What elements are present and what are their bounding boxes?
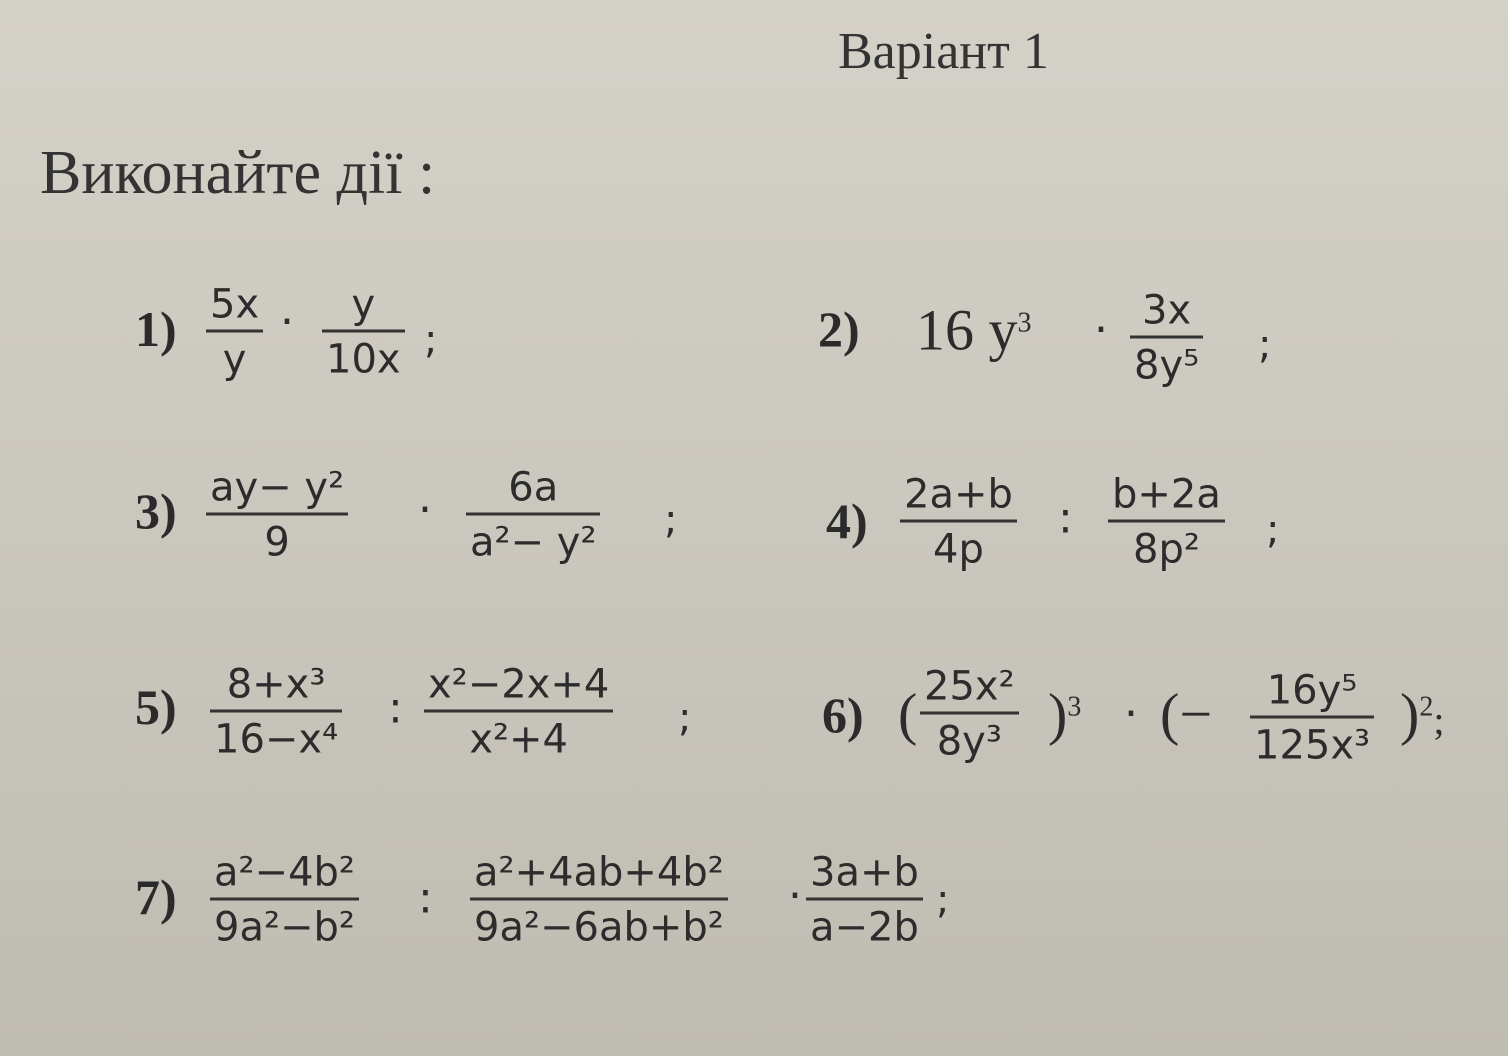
problem-6-number: 6): [822, 687, 864, 743]
problem-5-fraction-2: [424, 662, 613, 763]
problem-5-operator: :: [388, 682, 403, 734]
numerator: b+2a: [1112, 471, 1221, 518]
problem-6-fraction-1: [920, 664, 1019, 765]
problem-1-operator: ·: [280, 296, 294, 348]
problem-6-close-paren: [1048, 681, 1081, 748]
end: ;: [1433, 697, 1445, 743]
problem-6-fraction-2: [1250, 668, 1374, 769]
numerator: 2a+b: [904, 471, 1013, 518]
denominator: y: [222, 336, 247, 383]
problem-3-operator: ·: [418, 484, 432, 536]
numerator: x²−2x+4: [428, 661, 610, 708]
problem-5-fraction-1: [210, 662, 342, 763]
denominator: a²− y²: [470, 519, 597, 566]
denominator: 4p: [933, 526, 984, 573]
problem-3-fraction-1: [206, 465, 348, 566]
denominator: x²+4: [469, 716, 568, 763]
denominator: 8y⁵: [1134, 342, 1200, 389]
problem-4-fraction-1: [900, 472, 1017, 573]
problem-3-fraction-2: [466, 465, 600, 566]
denominator: 125x³: [1254, 722, 1371, 769]
numerator: 5x: [210, 281, 260, 328]
problem-6-open-paren: (: [898, 681, 918, 747]
problem-7-fraction-3: [806, 850, 923, 951]
denominator: 10x: [326, 336, 401, 383]
problem-3-number: 3): [135, 483, 177, 539]
paren: ): [1400, 681, 1420, 747]
problem-7-operator: :: [418, 872, 433, 924]
problem-2-number: 2): [818, 301, 860, 357]
coefficient-exponent: 3: [1017, 307, 1032, 339]
problem-2-end: ;: [1258, 322, 1272, 368]
denominator: 8y³: [936, 718, 1002, 765]
exponent: 2: [1419, 691, 1434, 723]
problem-2-coefficient: [916, 297, 1032, 364]
problem-1-number: 1): [135, 301, 177, 357]
problem-1-end: ;: [424, 317, 438, 363]
denominator: 9: [264, 519, 290, 566]
problem-4-operator: :: [1058, 492, 1073, 544]
problem-7-fraction-2: [470, 850, 728, 951]
problem-2-operator: ·: [1094, 304, 1108, 356]
problem-3-end: ;: [664, 497, 678, 543]
problem-6-open-paren-2: (−: [1160, 681, 1213, 747]
denominator: 9a²−b²: [214, 904, 355, 951]
problem-6-close-paren-2: [1400, 681, 1444, 748]
problem-7-operator-2: ·: [788, 870, 802, 922]
problem-6-operator: ·: [1124, 688, 1138, 740]
numerator: 25x²: [924, 663, 1015, 710]
denominator: 16−x⁴: [214, 716, 339, 763]
numerator: 8+x³: [226, 661, 326, 708]
problem-4-number: 4): [826, 493, 868, 549]
numerator: a²−4b²: [214, 849, 355, 896]
instruction-heading: Виконайте дії :: [40, 139, 436, 207]
problem-7-end: ;: [936, 877, 950, 923]
numerator: a²+4ab+4b²: [474, 849, 724, 896]
problem-1-fraction-2: [322, 282, 405, 383]
problem-1-fraction-1: [206, 282, 263, 383]
problem-5-end: ;: [678, 695, 692, 741]
numerator: 6a: [508, 464, 559, 511]
numerator: ay− y²: [210, 464, 345, 511]
paren: ): [1048, 681, 1068, 747]
denominator: 9a²−6ab+b²: [474, 904, 724, 951]
denominator: 8p²: [1133, 526, 1200, 573]
problem-5-number: 5): [135, 679, 177, 735]
problem-4-fraction-2: [1108, 472, 1225, 573]
numerator: y: [351, 281, 376, 328]
problem-7-fraction-1: [210, 850, 359, 951]
variant-title: Варіант 1: [838, 23, 1049, 80]
denominator: a−2b: [810, 904, 919, 951]
numerator: 16y⁵: [1266, 667, 1358, 714]
problem-4-end: ;: [1266, 507, 1280, 553]
exponent: 3: [1067, 691, 1082, 723]
coefficient-text: 16 y: [916, 297, 1018, 363]
problem-2-fraction: [1130, 288, 1203, 389]
numerator: 3x: [1142, 287, 1192, 334]
problem-7-number: 7): [135, 869, 177, 925]
numerator: 3a+b: [810, 849, 919, 896]
